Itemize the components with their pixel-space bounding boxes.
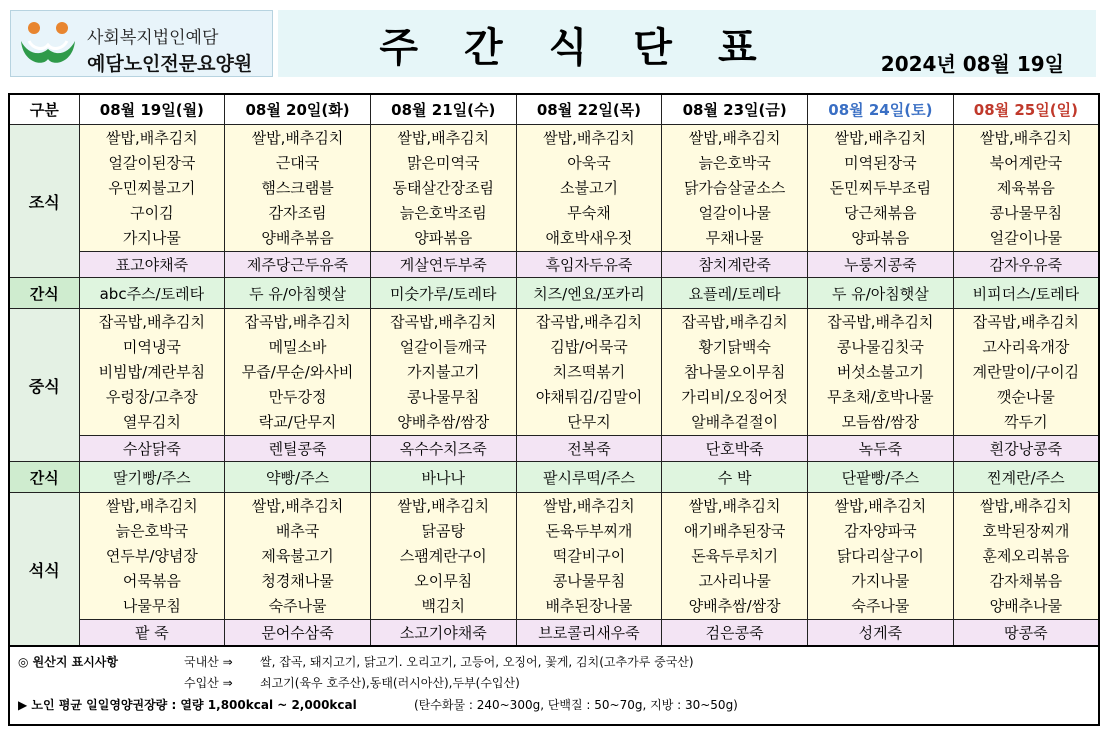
snack-cell: 비피더스/토레타 (953, 278, 1099, 309)
menu-item: 무채나물 (705, 229, 764, 247)
lunch-row (9, 309, 1099, 436)
menu-item: 모듬쌈/쌈장 (841, 413, 920, 431)
porridge-cell: 녹두죽 (808, 436, 954, 462)
snack-cell: 두 유/아침햇살 (808, 278, 954, 309)
lunch-menu-cell (808, 309, 954, 436)
menu-item: 콩나물무침 (552, 572, 626, 590)
menu-item: 오이무침 (414, 572, 473, 590)
menu-item: 잡곡밥,배추김치 (390, 313, 497, 331)
day-header: 08월 22일(목) (516, 94, 662, 125)
menu-item: 쌀밥,배추김치 (397, 129, 490, 147)
lunch-menu-cell (370, 309, 516, 436)
menu-item: 배추국 (275, 522, 320, 540)
porridge-cell: 땅콩죽 (953, 620, 1099, 647)
menu-item: 백김치 (421, 597, 465, 615)
menu-item: 잡곡밥,배추김치 (972, 313, 1079, 331)
page-title: 주간식단표 (379, 25, 803, 71)
menu-item: 가리비/오징어젓 (681, 388, 788, 406)
porridge-cell: 소고기야채죽 (370, 620, 516, 647)
snack-cell: 찐계란/주스 (953, 462, 1099, 493)
breakfast-menu-cell (808, 125, 954, 252)
menu-item: 감자채볶음 (989, 572, 1063, 590)
dinner-menu-cell (79, 493, 225, 620)
dinner-menu-cell (370, 493, 516, 620)
domestic-label: 국내산 ⇒ (184, 655, 233, 669)
origin-title: ◎ 원산지 표시사항 (18, 655, 118, 669)
dinner-row (9, 493, 1099, 620)
breakfast-menu-cell (516, 125, 662, 252)
lunch-menu-cell (79, 309, 225, 436)
menu-item: 쌀밥,배추김치 (688, 497, 781, 515)
breakfast-porridge-row (9, 252, 1099, 278)
menu-item: 무초채/호박나물 (827, 388, 934, 406)
yedam-logo-icon (17, 19, 79, 71)
menu-item: 락교/단무지 (258, 413, 337, 431)
afternoon-snack-row (9, 462, 1099, 493)
lunch-menu-cell (953, 309, 1099, 436)
menu-item: 콩나물김칫국 (836, 338, 924, 356)
menu-item: 미역냉국 (122, 338, 181, 356)
day-header-saturday: 08월 24일(토) (808, 94, 954, 125)
menu-item: 쌀밥,배추김치 (251, 129, 344, 147)
menu-item: 무숙채 (567, 204, 611, 222)
breakfast-menu-cell (370, 125, 516, 252)
porridge-cell: 렌틸콩죽 (225, 436, 371, 462)
breakfast-menu-cell (79, 125, 225, 252)
menu-item: 늙은호박국 (698, 154, 771, 172)
porridge-cell: 수삼닭죽 (79, 436, 225, 462)
menu-item: 열무김치 (122, 413, 181, 431)
day-header: 08월 21일(수) (370, 94, 516, 125)
snack-cell: 수 박 (662, 462, 808, 493)
menu-item: 황기닭백숙 (698, 338, 771, 356)
menu-item: 쌀밥,배추김치 (543, 129, 635, 147)
day-header: 08월 19일(월) (79, 94, 225, 125)
domestic-origin: 쌀, 잡곡, 돼지고기, 닭고기. 오리고기, 고등어, 오징어, 꽃게, 김치(고추가루 중국산) (260, 655, 694, 669)
menu-item: 잡곡밥,배추김치 (681, 313, 788, 331)
menu-item: 양배추쌈/쌈장 (397, 413, 490, 431)
menu-item: 양배추쌈/쌈장 (688, 597, 781, 615)
breakfast-label: 조식 (9, 125, 79, 278)
menu-item: 김밥/어묵국 (550, 338, 628, 356)
menu-item: 소불고기 (559, 179, 618, 197)
menu-item: 계란말이/구이김 (972, 363, 1080, 381)
dinner-menu-cell (808, 493, 954, 620)
snack-cell: 요플레/토레타 (662, 278, 808, 309)
title-banner (278, 10, 1096, 77)
lunch-porridge-row (9, 436, 1099, 462)
menu-item: 제육불고기 (261, 547, 334, 565)
porridge-cell: 참치계란죽 (662, 252, 808, 278)
menu-item: 닭곰탕 (421, 522, 465, 540)
porridge-cell: 게살연두부죽 (370, 252, 516, 278)
menu-item: 쌀밥,배추김치 (980, 129, 1072, 147)
snack-cell: 약빵/주스 (225, 462, 371, 493)
import-label: 수입산 ⇒ (184, 676, 233, 690)
porridge-cell: 단호박죽 (662, 436, 808, 462)
breakfast-menu-cell (662, 125, 808, 252)
afternoon-snack-label: 간식 (9, 462, 79, 493)
menu-item: 훈제오리볶음 (982, 547, 1070, 565)
menu-date: 2024년 08월 19일 (880, 52, 1064, 76)
menu-item: 잡곡밥,배추김치 (535, 313, 643, 331)
menu-item: 쌀밥,배추김치 (980, 497, 1072, 515)
menu-item: 깻순나물 (996, 388, 1055, 406)
menu-item: 치즈떡볶기 (552, 363, 626, 381)
menu-item: 단무지 (567, 413, 611, 431)
menu-item: 떡갈비구이 (552, 547, 626, 565)
menu-item: 양파볶음 (414, 229, 473, 247)
menu-item: 쌀밥,배추김치 (834, 129, 927, 147)
snack-cell: 딸기빵/주스 (79, 462, 225, 493)
menu-item: 근대국 (275, 154, 320, 172)
porridge-cell: 검은콩죽 (662, 620, 808, 647)
day-header-sunday: 08월 25일(일) (953, 94, 1099, 125)
menu-item: 감자양파국 (844, 522, 917, 540)
menu-item: 가지나물 (122, 229, 181, 247)
menu-item: 청경채나물 (261, 572, 334, 590)
nutrition-detail: (탄수화물 : 240~300g, 단백질 : 50~70g, 지방 : 30~50g) (414, 698, 738, 712)
breakfast-menu-cell (953, 125, 1099, 252)
dinner-menu-cell (225, 493, 371, 620)
menu-item: 고사리나물 (698, 572, 771, 590)
menu-item: 숙주나물 (268, 597, 327, 615)
menu-item: 쌀밥,배추김치 (251, 497, 344, 515)
menu-item: 얼갈이된장국 (108, 154, 196, 172)
menu-item: 참나물오이무침 (683, 363, 786, 381)
menu-item: 쌀밥,배추김치 (688, 129, 781, 147)
menu-item: 돈육두부찌개 (545, 522, 633, 540)
menu-item: 북어계란국 (989, 154, 1063, 172)
menu-item: 제육볶음 (996, 179, 1055, 197)
breakfast-menu-cell (225, 125, 371, 252)
porridge-cell: 브로콜리새우죽 (516, 620, 662, 647)
menu-item: 호박된장찌개 (982, 522, 1070, 540)
day-header: 08월 20일(화) (225, 94, 371, 125)
menu-item: 잡곡밥,배추김치 (244, 313, 351, 331)
menu-item: 메밀소바 (268, 338, 327, 356)
menu-item: 잡곡밥,배추김치 (98, 313, 205, 331)
notes-section (8, 635, 1100, 726)
porridge-cell: 문어수삼죽 (225, 620, 371, 647)
facility-name: 예담노인전문요양원 (87, 53, 253, 75)
menu-item: 미역된장국 (844, 154, 917, 172)
menu-item: 콩나물무침 (407, 388, 480, 406)
menu-item: 양파볶음 (851, 229, 910, 247)
category-header: 구분 (9, 94, 79, 125)
snack-cell: 팥시루떡/주스 (516, 462, 662, 493)
menu-item: 가지나물 (851, 572, 910, 590)
menu-item: 나물무침 (122, 597, 181, 615)
menu-item: 감자조림 (268, 204, 327, 222)
morning-snack-label: 간식 (9, 278, 79, 309)
morning-snack-row (9, 278, 1099, 309)
porridge-cell: 흑임자두유죽 (516, 252, 662, 278)
porridge-cell: 팥 죽 (79, 620, 225, 647)
menu-item: 가지불고기 (407, 363, 480, 381)
dinner-label: 석식 (9, 493, 79, 647)
menu-item: 우렁장/고추장 (105, 388, 198, 406)
porridge-cell: 감자우유죽 (953, 252, 1099, 278)
porridge-cell: 표고야채죽 (79, 252, 225, 278)
menu-item: 양배추나물 (989, 597, 1063, 615)
menu-item: 쌀밥,배추김치 (105, 129, 198, 147)
menu-item: 얼갈이들깨국 (399, 338, 487, 356)
menu-item: 당근채볶음 (844, 204, 917, 222)
snack-cell: 치즈/엔요/포카리 (516, 278, 662, 309)
menu-item: 알배추겉절이 (691, 413, 779, 431)
menu-item: 아욱국 (567, 154, 611, 172)
menu-item: 어묵볶음 (122, 572, 181, 590)
menu-item: 늙은호박조림 (399, 204, 487, 222)
porridge-cell: 흰강낭콩죽 (953, 436, 1099, 462)
dinner-menu-cell (953, 493, 1099, 620)
snack-cell: 미숫가루/토레타 (370, 278, 516, 309)
menu-item: 만두강정 (268, 388, 327, 406)
menu-item: 비빔밥/계란부침 (98, 363, 206, 381)
lunch-menu-cell (225, 309, 371, 436)
porridge-cell: 성게죽 (808, 620, 954, 647)
menu-item: 맑은미역국 (407, 154, 480, 172)
menu-item: 늙은호박국 (115, 522, 189, 540)
menu-item: 돈민찌두부조림 (829, 179, 932, 197)
porridge-cell: 제주당근두유죽 (225, 252, 371, 278)
menu-item: 동태살간장조림 (392, 179, 494, 197)
menu-item: 숙주나물 (851, 597, 910, 615)
menu-item: 우민찌불고기 (108, 179, 196, 197)
menu-item: 쌀밥,배추김치 (105, 497, 198, 515)
menu-item: 야채튀김/김말이 (535, 388, 643, 406)
lunch-menu-cell (516, 309, 662, 436)
menu-item: 햄스크램블 (261, 179, 334, 197)
snack-cell: 바나나 (370, 462, 516, 493)
menu-item: 쌀밥,배추김치 (543, 497, 635, 515)
dinner-menu-cell (516, 493, 662, 620)
menu-item: 잡곡밥,배추김치 (827, 313, 934, 331)
menu-item: 배추된장나물 (545, 597, 633, 615)
lunch-menu-cell (662, 309, 808, 436)
menu-item: 애기배추된장국 (683, 522, 786, 540)
day-header-row (9, 94, 1099, 125)
porridge-cell: 전복죽 (516, 436, 662, 462)
dinner-menu-cell (662, 493, 808, 620)
menu-item: 구이김 (130, 204, 174, 222)
menu-item: 스팸계란구이 (399, 547, 487, 565)
org-name: 사회복지법인예담 (87, 28, 219, 48)
menu-item: 얼갈이나물 (989, 229, 1063, 247)
menu-item: 고사리육개장 (982, 338, 1070, 356)
porridge-cell: 누룽지콩죽 (808, 252, 954, 278)
menu-item: 양배추볶음 (261, 229, 334, 247)
menu-item: 버섯소불고기 (836, 363, 924, 381)
menu-item: 쌀밥,배추김치 (834, 497, 927, 515)
porridge-cell: 옥수수치즈죽 (370, 436, 516, 462)
menu-item: 닭가슴살굴소스 (683, 179, 786, 197)
menu-item: 콩나물무침 (989, 204, 1063, 222)
breakfast-row (9, 125, 1099, 252)
menu-item: 쌀밥,배추김치 (397, 497, 490, 515)
facility-logo (10, 10, 273, 77)
menu-item: 연두부/양념장 (105, 547, 198, 565)
lunch-label: 중식 (9, 309, 79, 462)
menu-item: 깍두기 (1004, 413, 1048, 431)
menu-item: 얼갈이나물 (698, 204, 771, 222)
menu-item: 애호박새우젓 (545, 229, 633, 247)
menu-item: 닭다리살구이 (836, 547, 924, 565)
snack-cell: abc주스/토레타 (79, 278, 225, 309)
nutrition-guideline: ▶ 노인 평균 일일영양권장량 : 열량 1,800kcal ~ 2,000kcal (18, 698, 357, 712)
menu-item: 무즙/무순/와사비 (241, 363, 354, 381)
import-origin: 쇠고기(육우 호주산),동태(러시아산),두부(수입산) (260, 676, 520, 690)
weekly-menu-table (8, 93, 1100, 647)
day-header: 08월 23일(금) (662, 94, 808, 125)
menu-item: 돈육두루치기 (691, 547, 779, 565)
snack-cell: 단팥빵/주스 (808, 462, 954, 493)
snack-cell: 두 유/아침햇살 (225, 278, 371, 309)
